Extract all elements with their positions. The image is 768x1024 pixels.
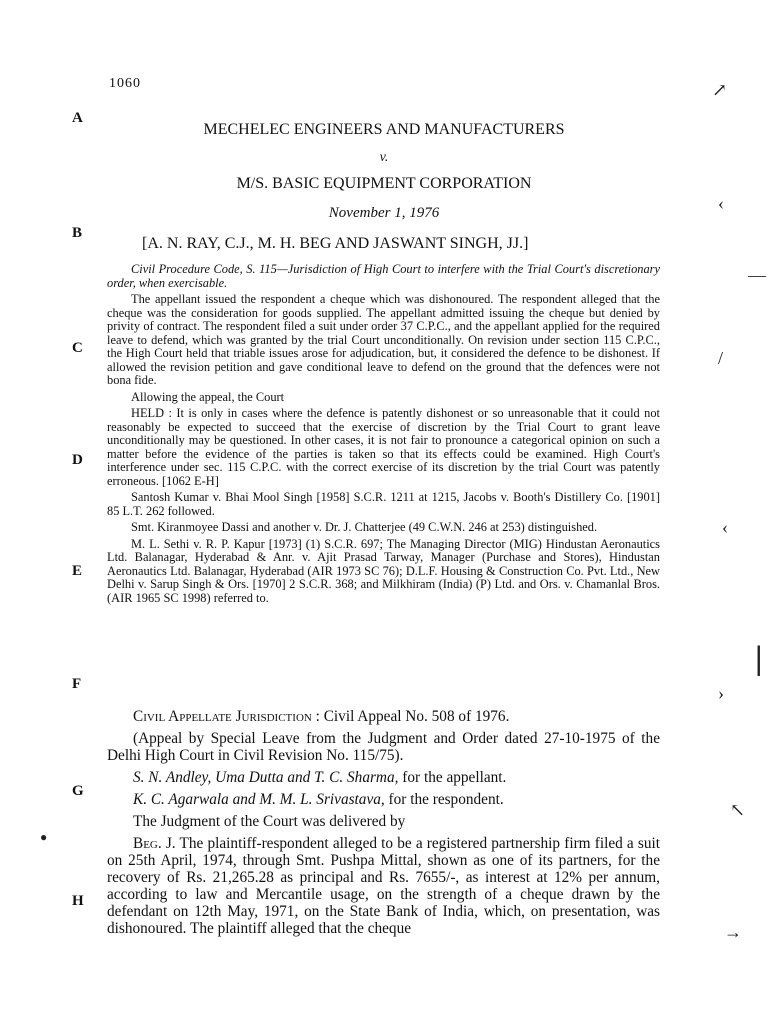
margin-letter-a: A	[72, 110, 83, 126]
counsel-respondent-names: K. C. Agarwala and M. M. L. Srivastava,	[133, 791, 385, 808]
counsel-appellant-role: for the appellant.	[402, 769, 507, 786]
scan-mark: ↖	[730, 800, 746, 820]
judgment-delivered-line: The Judgment of the Court was delivered by	[133, 813, 406, 830]
counsel-appellant	[107, 769, 660, 786]
held-paragraph: HELD : It is only in cases where the defence is patently dishonest or so unreasonable that it could not reasonably be expected to succeed that the exercise of discretion by the Trial Court to grant leave unconditionally may be questioned. In other cases, it is not fair to pronounce a categorical opinion on such a matter before the evidence of the parties is taken so that its effects could be examined. High Court's interference under sec. 115 C.P.C. with the correct exercise of its discretion by the trial Court was patently erroneous. [1062 E-H]	[107, 406, 660, 488]
jurisdiction-label: Civil Appellate Jurisdiction	[133, 708, 312, 725]
scan-mark: →	[724, 922, 742, 942]
margin-letter-h: H	[72, 893, 84, 909]
appeal-details: (Appeal by Special Leave from the Judgment and Order dated 27-10-1975 of the Delhi High Court in Civil Revision No. 115/75).	[107, 730, 660, 764]
scan-mark: /	[718, 348, 724, 368]
bench: [A. N. RAY, C.J., M. H. BEG AND JASWANT SINGH, JJ.]	[142, 235, 529, 252]
margin-letter-e: E	[72, 563, 83, 579]
scan-mark: —	[748, 265, 766, 285]
counsel-respondent-role: for the respondent.	[388, 791, 504, 808]
headnote	[107, 263, 660, 605]
scan-mark: ●	[40, 830, 48, 844]
scan-mark: |	[755, 640, 763, 677]
margin-letter-c: C	[72, 340, 83, 356]
margin-letter-f: F	[72, 676, 82, 692]
judge-name: Beg. J.	[133, 835, 176, 852]
respondent-name: M/S. BASIC EQUIPMENT CORPORATION	[236, 175, 532, 192]
margin-letter-d: D	[72, 452, 83, 468]
jurisdiction-rest: : Civil Appeal No. 508 of 1976.	[315, 708, 510, 725]
margin-letter-g: G	[72, 783, 84, 799]
counsel-respondent	[107, 791, 660, 808]
headnote-facts: The appellant issued the respondent a cheque which was dishonoured. The respondent alleged that the cheque was the consideration for goods supplied. The appellant admitted issuing the cheque but denied by privity of contract. The respondent filed a suit under order 37 C.P.C., and the appellant applied for the required leave to defend, which was granted by the trial Court unconditionally. On revision under section 115 C.P.C., the High Court held that triable issues arose for adjudication, but, it considered the defence to be dishonest. If allowed the revision petition and gave conditional leave to defend on the ground that the defences were not bona fide.	[107, 292, 660, 387]
proceedings	[107, 708, 660, 937]
margin-letter-b: B	[72, 225, 83, 241]
judgment-body: The plaintiff-respondent alleged to be a registered partnership firm filed a suit on 25th April, 1974, through Smt. Pushpa Mittal, shown as one of its partners, for the recovery of Rs. 21,265.28 as principal and Rs. 7655/-, as interest at 12% per annum, according to law and Mercantile usage, on the strength of a cheque drawn by the defendant on 12th May, 1971, on the State Bank of India, which, on presentation, was dishonoured. The plaintiff alleged that the cheque	[107, 835, 660, 937]
scan-mark: ↗	[712, 80, 728, 100]
citation-followed: Santosh Kumar v. Bhai Mool Singh [1958] S.C.R. 1211 at 1215, Jacobs v. Booth's Distillery Co. [1901] 85 L.T. 262 followed.	[107, 490, 660, 518]
page-number: 1060	[109, 76, 141, 91]
allowing-line: Allowing the appeal, the Court	[131, 389, 285, 404]
catchline: Civil Procedure Code, S. 115—Jurisdiction of High Court to interfere with the Trial Court's discretionary order, when exercisable.	[107, 262, 660, 290]
appellant-name: MECHELEC ENGINEERS AND MANUFACTURERS	[203, 121, 565, 138]
citation-distinguished: Smt. Kiranmoyee Dassi and another v. Dr. J. Chatterjee (49 C.W.N. 246 at 253) distinguished.	[131, 520, 598, 534]
jurisdiction-line	[107, 708, 660, 725]
counsel-appellant-names: S. N. Andley, Uma Dutta and T. C. Sharma,	[133, 769, 399, 786]
scan-mark: ‹	[722, 517, 728, 537]
scan-mark: ‹	[718, 193, 724, 213]
versus: v.	[379, 150, 389, 165]
scan-mark: ›	[718, 683, 724, 703]
judgment-date: November 1, 1976	[328, 205, 440, 221]
judgment-text	[107, 835, 660, 937]
citation-referred: M. L. Sethi v. R. P. Kapur [1973] (1) S.C.R. 697; The Managing Director (MIG) Hindustan Aeronautics Ltd. Balanagar, Hyderabad & Anr. v. Ajit Prasad Tarway, Manager (Purchase and Stores), Hindustan Aeronautics Ltd. Balanagar, Hyderabad (AIR 1973 SC 76); D.L.F. Housing & Construction Co. Pvt. Ltd., New Delhi v. Sarup Singh & Ors. [1970] 2 S.C.R. 368; and Milkhiram (India) (P) Ltd. and Ors. v. Chamanlal Bros. (AIR 1965 SC 1998) referred to.	[107, 536, 660, 605]
